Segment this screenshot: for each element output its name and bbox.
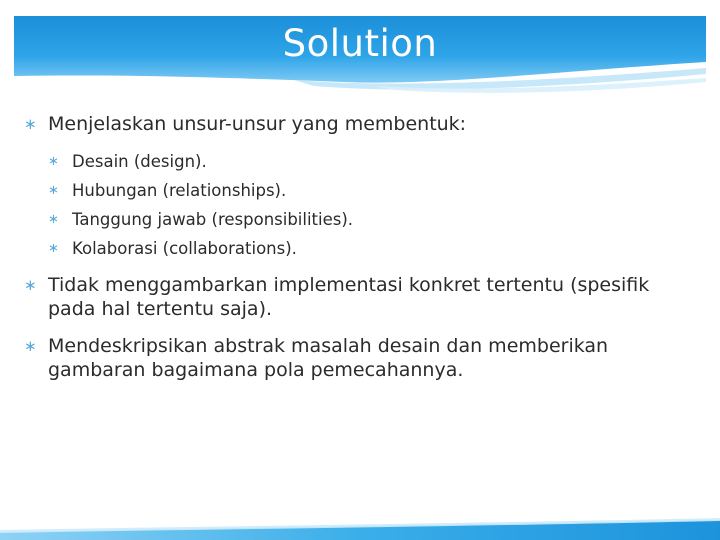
footer-wave [0,518,720,540]
bullet-item [24,112,700,136]
sub-bullet-text: Desain (design). [72,152,207,171]
slide-body [24,112,700,395]
bullet-star-icon: ∗ [24,337,37,355]
bullet-item [24,273,700,321]
bullet-text: Mendeskripsikan abstrak masalah desain dan memberikan gambaran bagaimana pola pemecahannya. [48,335,609,381]
sub-bullet-item [48,205,700,234]
bullet-star-icon: ∗ [48,183,59,198]
bullet-star-icon: ∗ [48,154,59,169]
sub-bullet-list [48,147,700,263]
bullet-star-icon: ∗ [24,276,37,294]
slide-title: Solution [282,22,438,65]
bullet-item [24,334,700,382]
sub-bullet-text: Kolaborasi (collaborations). [72,239,297,258]
footer-wave-shape [0,518,720,540]
sub-bullet-text: Tanggung jawab (responsibilities). [72,210,354,229]
bullet-star-icon: ∗ [48,212,59,227]
bullet-text: Tidak menggambarkan implementasi konkret tertentu (spesifik pada hal tertentu saja). [48,274,650,320]
sub-bullet-item [48,147,700,176]
sub-bullet-item [48,234,700,263]
sub-bullet-item [48,176,700,205]
sub-bullet-text: Hubungan (relationships). [72,181,287,200]
bullet-star-icon: ∗ [48,241,59,256]
bullet-text: Menjelaskan unsur-unsur yang membentuk: [48,113,467,135]
bullet-star-icon: ∗ [24,115,37,133]
